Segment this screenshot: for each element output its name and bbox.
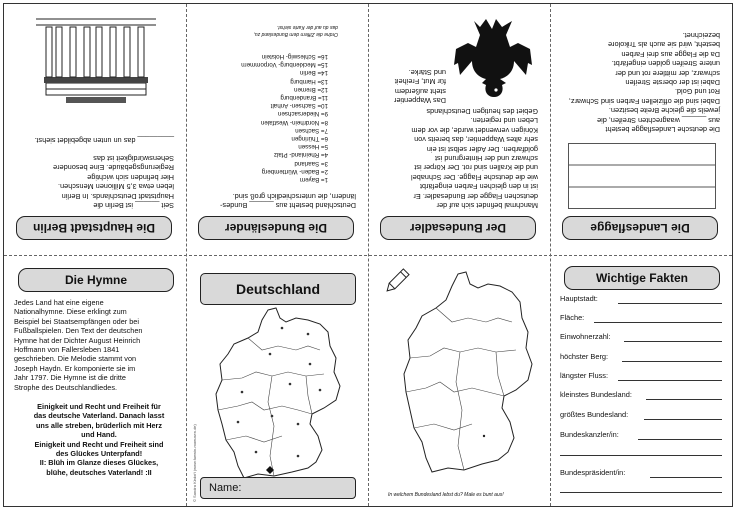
- text-line: Gebiet des heutigen Deutschlands: [426, 106, 538, 116]
- panel-karte: [368, 256, 550, 507]
- verse-line: das deutsche Vaterland. Danach lasst: [33, 411, 165, 421]
- text-line: Regierungsgebäude. Eine besondere: [53, 163, 174, 173]
- minibook-sheet: [3, 3, 733, 507]
- text-line: Hymne hat der Dichter August Heinrich: [14, 335, 141, 345]
- fact-answer-line[interactable]: [644, 419, 722, 420]
- fact-label: höchster Berg:: [560, 352, 609, 361]
- fact-label: Hauptstadt:: [560, 294, 598, 303]
- panel-berlin: [4, 4, 186, 255]
- text-line: bezeichnet.: [682, 30, 720, 40]
- text-line: für Mut, Freiheit: [394, 77, 446, 87]
- fact-answer-line[interactable]: [646, 399, 722, 400]
- fact-answer-line[interactable]: [650, 477, 722, 478]
- text-line: ländern, die unterschiedlich groß sind.: [232, 191, 356, 201]
- fact-label: kleinstes Bundesland:: [560, 390, 632, 399]
- text-line: aus ______ waagrechten Streifen, die: [597, 115, 720, 125]
- panel-cover: [186, 256, 368, 507]
- text-line: Joseph Haydn. Er komponierte sie im: [14, 363, 136, 373]
- text-line: leben etwa 3,5 Millionen Menschen.: [57, 182, 174, 192]
- list-item: 13= Hamburg: [290, 77, 328, 85]
- adler-text-side: [370, 67, 446, 105]
- text-line: goldfarben. Der Adler selbst ist ein: [426, 144, 538, 154]
- text-line: und Stärke.: [408, 67, 446, 77]
- panel-title: Die Hymne: [18, 268, 174, 292]
- panel-landesflagge: [550, 4, 732, 255]
- fact-answer-line[interactable]: [638, 439, 722, 440]
- flag-outline-image: [568, 143, 716, 209]
- berlin-text: [9, 135, 174, 210]
- cover-title: Deutschland: [200, 273, 356, 305]
- text-line: schwarz und der Hintergrund ist: [434, 153, 538, 163]
- list-item: 10= Sachsen- Anhalt: [270, 102, 328, 110]
- fact-label: Fläche:: [560, 313, 585, 322]
- verse-line: des Glückes Unterpfand!: [55, 449, 143, 459]
- text-line: deutschen Flagge der Bundesadler. Er: [413, 191, 538, 201]
- panel-title: Wichtige Fakten: [564, 266, 720, 290]
- text-line: besteht, wird sie auch als Trikolore: [608, 40, 720, 50]
- text-line: Hoffmann von Fallersleben 1841: [14, 345, 120, 355]
- panel-title: Die Bundesländer: [198, 216, 354, 240]
- brandenburger-tor-image: [36, 13, 156, 105]
- text-line: Beispiel bei Staatsempfängen oder bei: [14, 316, 139, 326]
- text-line: Manchmal befindet sich auf der: [436, 201, 538, 210]
- fact-label: größtes Bundesland:: [560, 410, 629, 419]
- fact-answer-line[interactable]: [560, 455, 722, 456]
- text-line: Da die Flagge aus drei Farben: [621, 49, 720, 59]
- verse-line: uns alle streben, brüderlich mit Herz: [35, 420, 163, 430]
- list-item: 2= Baden- Württemberg: [261, 167, 328, 175]
- text-line: Jedes Land hat eine eigene: [14, 298, 104, 307]
- text-line: geschrieben. Die Melodie stammt von: [14, 354, 137, 364]
- text-line: Jahr 1797. Die Hymne ist die dritte: [14, 373, 126, 383]
- text-line: Hauptstadt Deutschlands. In Berlin: [61, 191, 174, 201]
- list-item: 7= Sachsen: [295, 126, 328, 134]
- list-item: 6= Thüringen: [291, 134, 328, 142]
- text-line: Die deutsche Landesflagge besteht: [605, 125, 720, 134]
- hymne-text: [14, 298, 184, 392]
- list-item: 12= Bremen: [294, 85, 328, 93]
- list-item: 3= Saarland: [294, 159, 328, 167]
- caption-line: das du auf der Karte siehst.: [276, 24, 338, 31]
- verse-line: II: Blüh im Glanze dieses Glückes,: [39, 458, 159, 468]
- list-item: 15= Mecklenburg- Vorpommern: [241, 61, 328, 69]
- laender-intro: [191, 191, 356, 210]
- copyright-credit: © Sandra Kirdoři (www.fuewin-maeusen.de): [192, 424, 197, 502]
- text-line: _________ das un unten abgebildet siehst.: [34, 135, 174, 145]
- hymne-verse: [14, 402, 184, 477]
- fact-answer-line[interactable]: [560, 492, 722, 493]
- text-line: jeweils die gleiche Breite besitzen.: [608, 106, 720, 116]
- fact-answer-line[interactable]: [622, 361, 722, 362]
- text-line: ist in den gleichen Farben eingefärbt: [419, 182, 538, 192]
- verse-line: Einigkeit und Recht und Freiheit sind: [34, 439, 164, 449]
- laender-list: [241, 52, 328, 183]
- panel-title: Die Hauptstadt Berlin: [16, 216, 172, 240]
- text-line: untere Streifen golden eingefärbt.: [611, 59, 720, 69]
- text-line: Seit ______ ist Berlin die: [93, 201, 174, 210]
- text-line: Nationalhymne. Diese erklingt zum: [14, 307, 127, 317]
- fact-answer-line[interactable]: [618, 380, 722, 381]
- verse-line: Einigkeit und Recht und Freiheit für: [37, 402, 161, 411]
- panel-fakten: [550, 256, 732, 507]
- text-line: und die Krallen sind rot. Der Körper ist: [414, 163, 538, 173]
- caption-line: Ordne die Ziffern dem Bundesland zu,: [253, 31, 338, 37]
- panel-bundeslaender: [186, 4, 368, 255]
- text-line: Dabei sind die offiziellen Farben sind Schwarz,: [568, 96, 720, 106]
- fact-label: längster Fluss:: [560, 371, 609, 380]
- panel-title: Die Landesflagge: [562, 216, 718, 240]
- verse-line: blühe, deutsches Vaterland! :II: [46, 467, 152, 477]
- fact-label: Einwohnerzahl:: [560, 332, 611, 341]
- laender-caption: [198, 24, 338, 37]
- list-item: 16= Schleswig- Holstein: [261, 52, 328, 60]
- text-line: sehr altes Wappentier, das bereits von: [414, 135, 538, 145]
- text-line: Das Wappentier: [393, 96, 446, 105]
- text-line: Hier befinden sich wichtige: [87, 172, 174, 182]
- list-item: 8= Nordrhein- Westfalen: [260, 118, 328, 126]
- panel-bundesadler: [368, 4, 550, 255]
- panel-title: Der Bundesadler: [380, 216, 536, 240]
- germany-map-numbered: [212, 306, 346, 486]
- name-field[interactable]: Name:: [200, 477, 356, 499]
- text-line: wie die deutsche Flagge. Der Schnabel: [411, 172, 538, 182]
- text-line: Strophe des Deutschlandliedes.: [14, 382, 118, 392]
- text-line: Leben und regierten.: [470, 116, 538, 126]
- adler-text: [370, 107, 538, 210]
- list-item: 5= Hessen: [298, 143, 328, 151]
- verse-line: und Hand.: [81, 430, 117, 440]
- fact-answer-line[interactable]: [594, 322, 722, 323]
- text-line: Königen verwendet wurde, die vor dem: [411, 125, 538, 135]
- list-item: 9= Niedersachsen: [277, 110, 328, 118]
- list-item: 4= Rheinland- Pfalz: [273, 151, 328, 159]
- flagge-text: [552, 31, 720, 134]
- fact-answer-line[interactable]: [618, 303, 722, 304]
- bundesadler-icon: [452, 15, 536, 105]
- karte-caption: In welchem Bundesland lebst du? Male es bunt aus!: [388, 492, 504, 498]
- text-line: Dabei ist der oberste Streifen: [625, 77, 720, 87]
- fact-answer-line[interactable]: [624, 341, 722, 342]
- panel-hymne: [4, 256, 186, 507]
- text-line: Sehenswürdigkeit ist das: [93, 153, 174, 163]
- fact-label: Bundespräsident/in:: [560, 468, 626, 477]
- list-item: 14= Berlin: [299, 69, 328, 77]
- list-item: 11= Brandenburg: [280, 93, 328, 101]
- text-line: Rot und Gold.: [674, 87, 720, 97]
- fact-label: Bundeskanzler/in:: [560, 430, 619, 439]
- germany-map-blank: [398, 270, 538, 480]
- text-line: schwarz, der mittlere rot und der: [615, 68, 720, 78]
- list-item: 1= Bayern: [299, 176, 328, 183]
- text-line: Fußballspielen. Den Text der deutschen: [14, 326, 143, 336]
- text-line: Deutschland besteht aus ______ Bundes-: [220, 201, 356, 210]
- text-line: steht außerdem: [394, 86, 446, 96]
